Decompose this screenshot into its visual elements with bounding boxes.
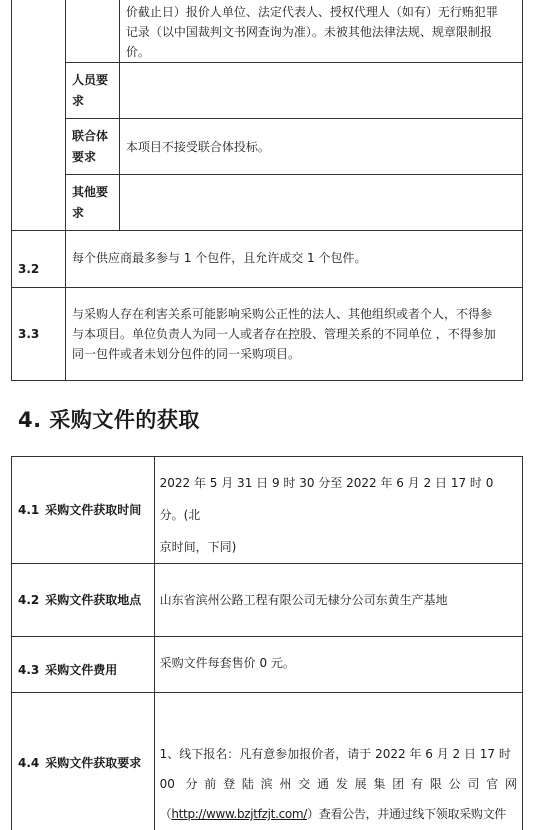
row-label xyxy=(12,637,155,693)
row-number: 4.4 xyxy=(18,756,40,770)
text-line: 价截止日）报价人单位、法定代表人、授权代理人（如有）无行贿犯罪 xyxy=(125,5,498,19)
row-label-text: 采购文件获取地点 xyxy=(45,593,142,607)
text-line xyxy=(160,799,517,829)
consortium-requirement-value: 本项目不接受联合体投标。 xyxy=(119,119,522,175)
website-link[interactable]: http://www.bzjtfzjt.com/ xyxy=(171,807,308,821)
clause-3-2-text: 每个供应商最多参与 1 个包件，且允许成交 1 个包件。 xyxy=(65,231,522,288)
text-line: 2022 年 5 月 31 日 9 时 30 分至 2022 年 6 月 2 日 17 时 0 分。(北 xyxy=(159,476,494,522)
row-label-text: 采购文件费用 xyxy=(45,663,118,677)
row-value xyxy=(154,564,522,637)
clause-number-3-3: 3.3 xyxy=(12,288,66,381)
text-line: 价。 xyxy=(125,45,150,59)
row-label xyxy=(12,457,155,564)
clause-3-3-text xyxy=(65,288,522,381)
blank-cell xyxy=(12,0,66,231)
row-number: 4.2 xyxy=(18,593,40,607)
requirements-table xyxy=(11,0,523,381)
row-value xyxy=(154,457,522,564)
consortium-requirement-label: 联合体要求 xyxy=(65,119,119,175)
row-number: 4.3 xyxy=(18,663,40,677)
integrity-text xyxy=(119,0,522,63)
row-number: 4.1 xyxy=(18,503,40,517)
text-line: 记录（以中国裁判文书网查询为准）。未被其他法律法规、规章限制报 xyxy=(125,25,492,39)
section-heading: 4. 采购文件的获取 xyxy=(18,408,200,432)
text-rest: ）查看公告，并通过线下领取采购文件 xyxy=(307,807,506,821)
text-line: 与本项目。单位负责人为同一人或者存在控股、管理关系的不同单位 ，不得参加 xyxy=(71,327,496,341)
clause-number-3-2: 3.2 xyxy=(12,231,66,288)
blank-cell xyxy=(65,0,119,63)
procurement-docs-table xyxy=(11,456,523,830)
paren-open: （ xyxy=(159,807,172,821)
text-line: 1、线下报名：凡有意参加报价者，请于 2022 年 6 月 2 日 17 时 xyxy=(159,747,511,761)
text-line: 采购文件每套售价 0 元。 xyxy=(159,656,295,670)
row-value xyxy=(154,693,522,830)
staff-requirement-value xyxy=(119,63,522,119)
row-label-text: 采购文件获取要求 xyxy=(45,756,142,770)
other-requirement-label: 其他要求 xyxy=(65,175,119,231)
row-label xyxy=(12,564,155,637)
row-value xyxy=(154,637,522,693)
text-line: 京时间，下同) xyxy=(159,540,237,554)
staff-requirement-label: 人员要求 xyxy=(65,63,119,119)
other-requirement-value xyxy=(119,175,522,231)
text-line: 同一包件或者未划分包件的同一采购项目。 xyxy=(71,347,300,361)
text-line: 山东省滨州公路工程有限公司无棣分公司东黄生产基地 xyxy=(159,593,448,607)
row-label xyxy=(12,693,155,830)
text-line: 与采购人存在利害关系可能影响采购公正性的法人、其他组织或者个人，不得参 xyxy=(71,307,492,321)
row-label-text: 采购文件获取时间 xyxy=(45,503,142,517)
text-line: 00 分前登陆滨州交通发展集团有限公司官网 xyxy=(159,777,517,791)
